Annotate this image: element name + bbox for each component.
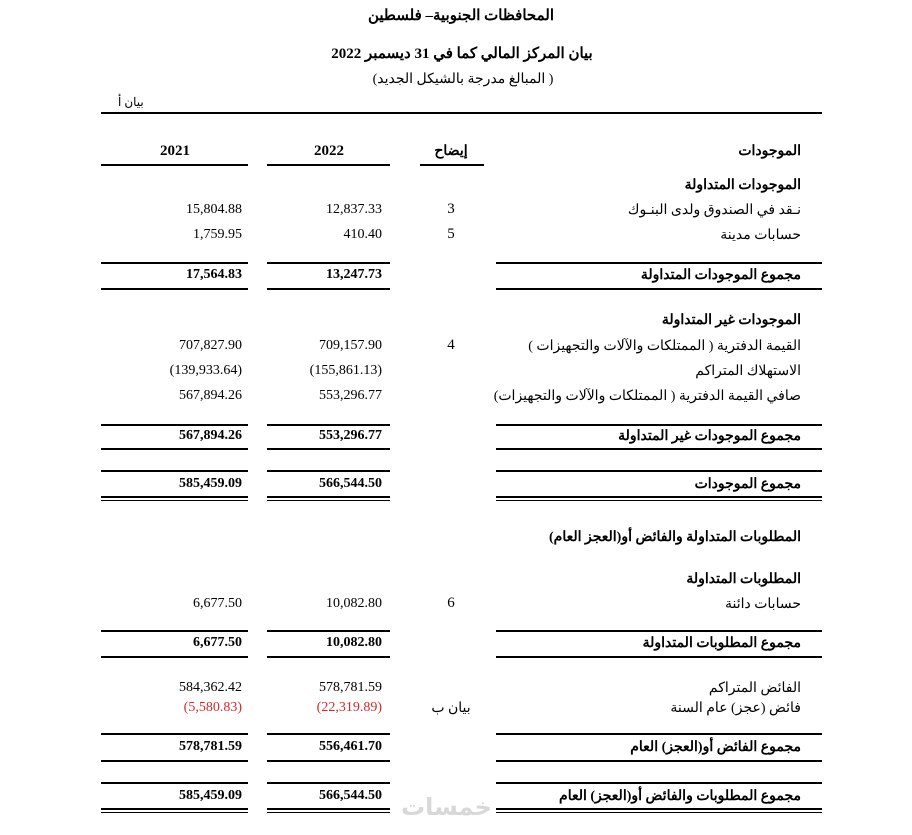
current-assets-total-2021: 17,564.83 bbox=[186, 267, 242, 282]
rule bbox=[267, 500, 390, 501]
receivables-2022: 410.40 bbox=[343, 227, 382, 242]
year-result-label: فائض (عجز) عام السنة bbox=[670, 701, 801, 716]
statement-subtitle: ( المبالغ مدرجة بالشيكل الجديد) bbox=[372, 72, 554, 87]
ppe-net-2021: 567,894.26 bbox=[179, 388, 242, 403]
statement-title: بيان المركز المالي كما في 31 ديسمبر 2022 bbox=[331, 46, 593, 62]
rule bbox=[267, 630, 390, 632]
ppe-gross-note: 4 bbox=[447, 337, 455, 353]
current-liabilities-total-label: مجموع المطلوبات المتداولة bbox=[642, 636, 801, 651]
total-assets-2022: 566,544.50 bbox=[319, 476, 382, 491]
rule bbox=[496, 424, 822, 426]
non-current-assets-total-2022: 553,296.77 bbox=[319, 428, 382, 443]
current-assets-heading: الموجودات المتداولة bbox=[684, 178, 801, 193]
assets-heading: الموجودات bbox=[738, 144, 801, 159]
rule bbox=[101, 500, 248, 501]
rule bbox=[496, 808, 822, 810]
rule bbox=[496, 496, 822, 498]
rule bbox=[101, 262, 248, 264]
grand-total-2021: 585,459.09 bbox=[179, 788, 242, 803]
rule bbox=[496, 630, 822, 632]
non-current-assets-total-2021: 567,894.26 bbox=[179, 428, 242, 443]
total-assets-2021: 585,459.09 bbox=[179, 476, 242, 491]
organization-name: المحافظات الجنوبية– فلسطين bbox=[367, 8, 555, 24]
grand-total-2022: 566,544.50 bbox=[319, 788, 382, 803]
rule bbox=[496, 733, 822, 735]
rule bbox=[101, 808, 248, 810]
column-note-underline bbox=[420, 164, 484, 166]
statement-reference: بيان أ bbox=[118, 95, 144, 109]
surplus-total-2022: 556,461.70 bbox=[319, 739, 382, 754]
liabilities-surplus-heading: المطلوبات المتداولة والفائض أو(العجز العام) bbox=[549, 530, 801, 545]
rule bbox=[496, 760, 822, 762]
cash-note: 3 bbox=[447, 201, 455, 217]
rule bbox=[101, 630, 248, 632]
rule bbox=[496, 812, 822, 813]
payables-label: حسابات دائنة bbox=[724, 597, 801, 612]
current-assets-total-2022: 13,247.73 bbox=[326, 267, 382, 282]
year-result-note: بيان ب bbox=[431, 701, 471, 716]
year-result-2021: (5,580.83) bbox=[183, 700, 242, 715]
grand-total-label: مجموع المطلوبات والفائض أو(العجز) العام bbox=[559, 789, 801, 804]
current-liabilities-total-2022: 10,082.80 bbox=[326, 635, 382, 650]
non-current-assets-total-label: مجموع الموجودات غير المتداولة bbox=[618, 429, 801, 444]
current-liabilities-total-2021: 6,677.50 bbox=[193, 635, 242, 650]
rule bbox=[101, 448, 248, 450]
rule bbox=[267, 424, 390, 426]
rule bbox=[496, 500, 822, 501]
accumulated-surplus-2021: 584,362.42 bbox=[179, 680, 242, 695]
column-2022-underline bbox=[267, 164, 390, 166]
year-result-2022: (22,319.89) bbox=[316, 700, 382, 715]
rule bbox=[267, 496, 390, 498]
accumulated-surplus-label: الفائض المتراكم bbox=[708, 681, 801, 696]
rule bbox=[101, 733, 248, 735]
rule bbox=[267, 808, 390, 810]
column-year-2022: 2022 bbox=[314, 143, 344, 159]
ppe-net-2022: 553,296.77 bbox=[319, 388, 382, 403]
rule bbox=[267, 288, 390, 290]
rule bbox=[101, 782, 248, 784]
payables-2021: 6,677.50 bbox=[193, 596, 242, 611]
rule bbox=[267, 782, 390, 784]
rule bbox=[496, 782, 822, 784]
column-note: إيضاح bbox=[434, 144, 468, 159]
rule bbox=[101, 496, 248, 498]
rule bbox=[101, 812, 248, 813]
depreciation-2021: (139,933.64) bbox=[169, 363, 242, 378]
total-assets-label: مجموع الموجودات bbox=[694, 477, 801, 492]
depreciation-2022: (155,861.13) bbox=[309, 363, 382, 378]
column-2021-underline bbox=[101, 164, 248, 166]
receivables-note: 5 bbox=[447, 226, 455, 242]
receivables-label: حسابات مدينة bbox=[720, 228, 801, 243]
surplus-total-label: مجموع الفائض أو(العجز) العام bbox=[630, 740, 801, 755]
receivables-2021: 1,759.95 bbox=[193, 227, 242, 242]
rule bbox=[496, 656, 822, 658]
rule bbox=[496, 288, 822, 290]
rule bbox=[101, 424, 248, 426]
rule bbox=[267, 733, 390, 735]
watermark-logo: خمسات bbox=[401, 793, 492, 821]
depreciation-label: الاستهلاك المتراكم bbox=[695, 364, 801, 379]
rule bbox=[267, 262, 390, 264]
rule bbox=[267, 812, 390, 813]
current-liabilities-heading: المطلوبات المتداولة bbox=[686, 572, 801, 587]
payables-note: 6 bbox=[447, 595, 455, 611]
rule bbox=[496, 448, 822, 450]
rule bbox=[101, 760, 248, 762]
cash-2022: 12,837.33 bbox=[326, 202, 382, 217]
current-assets-total-label: مجموع الموجودات المتداولة bbox=[640, 268, 801, 283]
rule bbox=[101, 656, 248, 658]
payables-2022: 10,082.80 bbox=[326, 596, 382, 611]
header-divider bbox=[101, 112, 822, 114]
cash-label: نـقد في الصندوق ولدى البنـوك bbox=[627, 203, 801, 218]
rule bbox=[101, 470, 248, 472]
ppe-gross-label: القيمة الدفترية ( الممتلكات والآلات والتجهيزات ) bbox=[528, 339, 801, 354]
non-current-assets-heading: الموجودات غير المتداولة bbox=[661, 313, 801, 328]
rule bbox=[267, 656, 390, 658]
ppe-gross-2022: 709,157.90 bbox=[319, 338, 382, 353]
ppe-net-label: صافي القيمة الدفترية ( الممتلكات والآلات والتجهيزات) bbox=[493, 389, 801, 404]
cash-2021: 15,804.88 bbox=[186, 202, 242, 217]
column-year-2021: 2021 bbox=[160, 143, 190, 159]
rule bbox=[267, 448, 390, 450]
rule bbox=[496, 262, 822, 264]
rule bbox=[267, 760, 390, 762]
ppe-gross-2021: 707,827.90 bbox=[179, 338, 242, 353]
surplus-total-2021: 578,781.59 bbox=[179, 739, 242, 754]
accumulated-surplus-2022: 578,781.59 bbox=[319, 680, 382, 695]
rule bbox=[496, 470, 822, 472]
rule bbox=[267, 470, 390, 472]
rule bbox=[101, 288, 248, 290]
